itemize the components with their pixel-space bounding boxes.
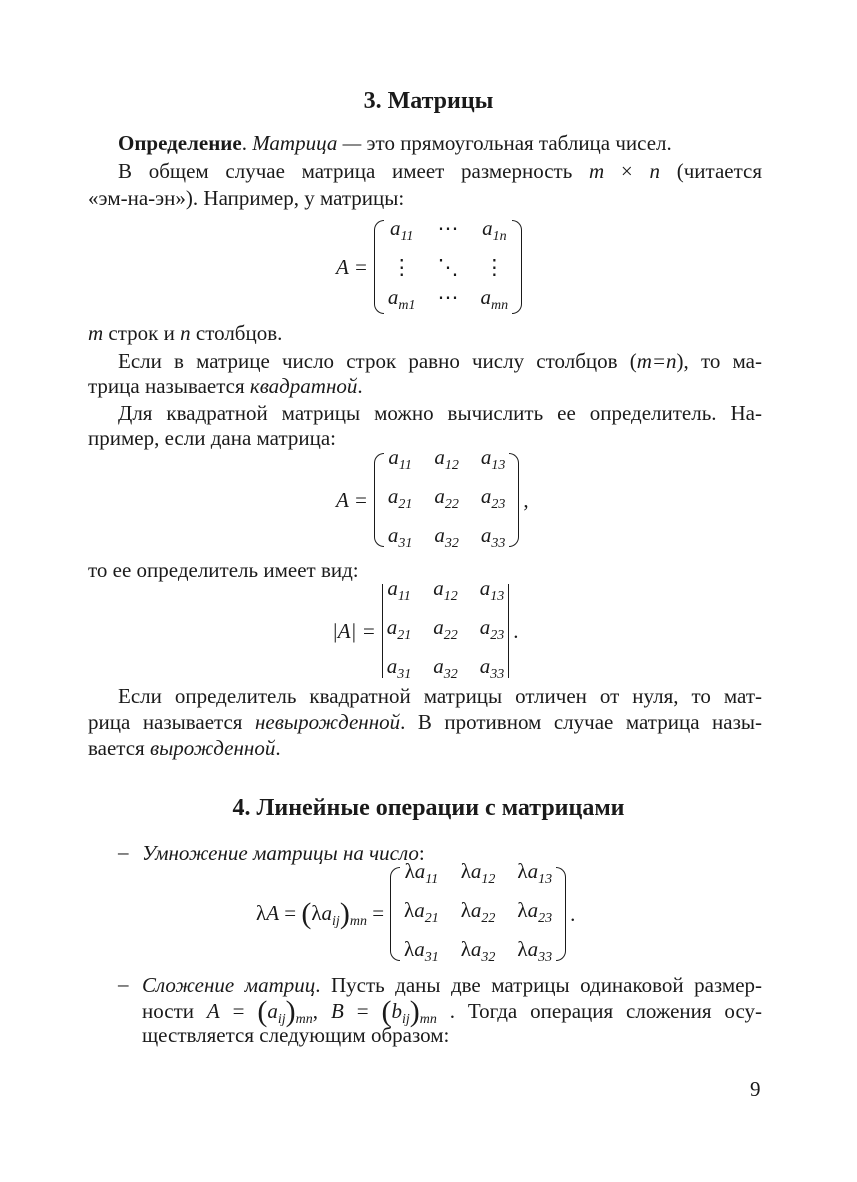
text-line	[118, 348, 762, 374]
text-run: λ	[311, 901, 322, 925]
text-run: a	[414, 858, 426, 883]
text-run: Если в матрице число строк равно числу столбцов (	[118, 349, 637, 373]
text-line	[142, 1022, 762, 1048]
scalar-multiplication-formula	[256, 858, 576, 965]
text-run: a	[387, 483, 399, 508]
text-run: λ	[404, 858, 415, 883]
subscript: 1n	[492, 229, 507, 244]
matrix-entry	[481, 214, 509, 251]
text-run: пример, если дана матрица:	[88, 426, 337, 450]
subscript: 31	[398, 535, 413, 551]
text-run: m=n	[636, 349, 677, 373]
text-run: a	[389, 216, 401, 240]
text-run: Для квадратной матрицы можно вычислить ее определитель. На-	[118, 401, 762, 425]
formula-lhs: |A| =	[332, 618, 376, 643]
formula-lhs: A =	[336, 254, 368, 279]
text-run: a	[480, 522, 492, 547]
subscript: 11	[398, 457, 412, 473]
matrix-entry	[433, 613, 458, 650]
matrix-entry	[517, 857, 552, 894]
matrix-entries	[384, 212, 512, 322]
text-run: λ	[256, 901, 267, 925]
text-run: a	[482, 216, 493, 240]
matrix-entries	[400, 855, 556, 974]
matrix-entry	[461, 935, 496, 972]
text-run: Определение	[118, 131, 242, 155]
matrix-bracket	[374, 453, 384, 547]
formula-lhs: A =	[336, 487, 368, 512]
text-line	[118, 683, 762, 709]
matrix-entry	[481, 521, 506, 558]
text-run: a	[388, 444, 399, 469]
subscript: 11	[400, 229, 414, 244]
subscript: 13	[491, 457, 506, 473]
parenthesis: )	[285, 995, 296, 1028]
text-run: «эм-на-эн»). Например, у матрицы:	[88, 186, 405, 210]
text-line	[88, 185, 762, 211]
subscript: 31	[397, 666, 412, 682]
text-run: a	[414, 936, 425, 961]
text-run: m	[88, 321, 104, 345]
text-line	[118, 400, 762, 426]
determinant-formula	[332, 575, 519, 682]
text-run: a	[479, 614, 491, 639]
section-4-title: 4. Линейные операции с матрицами	[232, 795, 625, 821]
subscript: 23	[538, 910, 553, 926]
bullet-dash: –	[118, 972, 129, 996]
text-line	[88, 735, 762, 761]
text-run: Матрица —	[252, 131, 362, 155]
definition-line	[118, 130, 762, 156]
text-run: ⋮	[483, 255, 505, 279]
matrix-entry	[434, 443, 459, 480]
subscript: ij	[332, 914, 340, 929]
text-run: =	[219, 999, 258, 1023]
text-run: a	[470, 897, 482, 922]
section-3-title: 3. Матрицы	[363, 88, 494, 114]
matrix-entry	[438, 283, 459, 320]
matrix-bracket	[556, 867, 566, 961]
matrix-entry	[388, 443, 413, 480]
formula-punctuation: .	[513, 618, 519, 643]
text-run: Если определитель квадратной матрицы отличен от нуля, то мат-	[118, 684, 762, 708]
text-run: λ	[460, 936, 471, 961]
text-run: :	[418, 841, 425, 865]
text-run: a	[321, 901, 333, 925]
matrix-entry	[404, 935, 439, 972]
text-run: ⋱	[437, 255, 459, 279]
subscript: 11	[397, 588, 411, 604]
matrix-entry	[480, 574, 505, 611]
text-run: .	[241, 131, 253, 155]
text-run: . Тогда операция сложения осу-	[436, 999, 762, 1023]
text-run: a	[479, 653, 491, 678]
text-line	[88, 320, 762, 346]
text-run: λ	[404, 936, 415, 961]
text-run: λ	[517, 858, 528, 883]
text-run: . В противном случае матрица назы-	[400, 710, 762, 734]
subscript: mn	[295, 1012, 313, 1027]
formula-punctuation: .	[570, 901, 576, 926]
text-line	[88, 373, 762, 399]
parenthesis: (	[257, 995, 268, 1028]
parenthesis: )	[339, 897, 350, 930]
parenthesis: (	[381, 995, 392, 1028]
bullet-dash: –	[118, 840, 129, 864]
text-run: B	[330, 999, 344, 1023]
text-run: a	[470, 936, 482, 961]
subscript: 22	[481, 910, 496, 926]
subscript: 21	[424, 910, 439, 926]
text-run: a	[386, 614, 398, 639]
matrix-entry	[461, 896, 496, 933]
subscript: 12	[481, 871, 496, 887]
matrix-formula-2	[336, 444, 529, 551]
text-run: столбцов.	[190, 321, 283, 345]
matrix-entry	[461, 857, 496, 894]
matrix-entries	[384, 441, 510, 560]
matrix-entry	[388, 253, 416, 281]
text-run: a	[433, 614, 444, 639]
text-run: a	[527, 936, 539, 961]
text-run: λ	[460, 897, 471, 922]
subscript: 32	[443, 666, 458, 682]
text-run: трица называется	[88, 374, 250, 398]
subscript: 23	[490, 627, 505, 643]
text-run: a	[414, 897, 425, 922]
text-run: a	[479, 575, 491, 600]
subscript: 12	[444, 457, 459, 473]
text-run: λ	[517, 936, 528, 961]
text-run: ности	[142, 999, 207, 1023]
subscript: mn	[349, 914, 367, 929]
text-run: ⋮	[391, 255, 413, 279]
subscript: 32	[444, 535, 459, 551]
text-run: В общем случае матрица имеет размерность	[118, 159, 590, 183]
matrix-entry	[387, 574, 412, 611]
text-run: a	[387, 575, 398, 600]
text-run: ⋯	[437, 285, 459, 309]
text-run: вается	[88, 736, 150, 760]
matrix-bracket	[512, 220, 522, 314]
text-run: a	[480, 285, 491, 309]
matrix-entry	[387, 613, 412, 650]
matrix-entry	[388, 521, 413, 558]
formula-lhs	[256, 897, 384, 931]
text-run: A	[266, 901, 280, 925]
text-run: λ	[517, 897, 528, 922]
text-run: a	[387, 522, 399, 547]
matrix-entry	[404, 896, 439, 933]
text-run: вырожденной	[149, 736, 276, 760]
matrix-entry	[481, 253, 509, 281]
subscript: 13	[538, 871, 553, 887]
matrix-entry	[481, 443, 506, 480]
text-run: λ	[460, 858, 471, 883]
text-run: a	[387, 285, 399, 309]
text-run: a	[433, 575, 444, 600]
subscript: mn	[419, 1012, 437, 1027]
bullet-item-addition	[142, 972, 762, 998]
text-run: =	[279, 901, 302, 925]
text-run: A	[206, 999, 220, 1023]
matrix-entry	[388, 283, 416, 320]
text-run: рица называется	[88, 710, 255, 734]
subscript: 33	[490, 666, 505, 682]
text-run: .	[275, 736, 281, 760]
text-run: a	[386, 653, 398, 678]
subscript: 22	[444, 496, 459, 512]
text-line	[118, 158, 762, 184]
matrix-entry	[433, 574, 458, 611]
page-number: 9	[750, 1077, 761, 1101]
matrix-entry	[517, 896, 552, 933]
matrix-bracket	[390, 867, 400, 961]
parenthesis: )	[409, 995, 420, 1028]
matrix-bracket	[374, 220, 384, 314]
text-run: (читается	[660, 159, 762, 183]
text-run: =	[343, 999, 382, 1023]
matrix-entry	[434, 482, 459, 519]
subscript: 21	[398, 496, 413, 512]
subscript: 23	[491, 496, 506, 512]
matrix-entry	[480, 613, 505, 650]
matrix-entry	[434, 521, 459, 558]
text-run: Умножение матрицы на число	[142, 841, 419, 865]
text-run: a	[434, 522, 445, 547]
matrix-bracket	[509, 453, 519, 547]
text-run: невырожденной	[255, 710, 401, 734]
text-run: a	[480, 444, 492, 469]
matrix-entry	[438, 214, 459, 251]
text-run: ,	[312, 999, 331, 1023]
text-line	[88, 709, 762, 735]
formula-punctuation: ,	[523, 487, 529, 512]
text-run: λ	[404, 897, 415, 922]
text-run: n	[649, 159, 660, 183]
subscript: ij	[277, 1012, 286, 1027]
matrix-entry	[388, 214, 416, 251]
subscript: 33	[538, 949, 553, 965]
text-run: . Пусть даны две матрицы одинаковой размер-	[315, 973, 763, 997]
determinant-bar	[508, 584, 509, 678]
text-run: a	[480, 483, 492, 508]
text-run: =	[366, 901, 385, 925]
matrix-entry	[404, 857, 439, 894]
text-run: b	[391, 999, 402, 1023]
text-run: a	[433, 653, 444, 678]
subscript: mn	[491, 298, 509, 313]
matrix-entry	[517, 935, 552, 972]
text-run: это прямоугольная таблица чисел.	[361, 131, 672, 155]
subscript: 22	[443, 627, 458, 643]
matrix-entry	[388, 482, 413, 519]
parenthesis: (	[301, 897, 312, 930]
subscript: 33	[491, 535, 506, 551]
text-run: m	[589, 159, 605, 183]
text-run: строк и	[103, 321, 181, 345]
text-run: a	[527, 858, 539, 883]
text-run: a	[470, 858, 482, 883]
matrix-entry	[481, 482, 506, 519]
text-run: ществляется следующим образом:	[142, 1023, 450, 1047]
text-run: ×	[604, 159, 650, 183]
text-run: квадратной	[249, 374, 358, 398]
subscript: 32	[481, 949, 496, 965]
subscript: ij	[401, 1012, 410, 1027]
text-run: a	[434, 483, 445, 508]
text-run: то ее определитель имеет вид:	[88, 558, 359, 582]
text-run: n	[180, 321, 191, 345]
matrix-entries	[383, 572, 509, 691]
matrix-entry	[438, 253, 459, 281]
text-run: ), то ма-	[676, 349, 762, 373]
matrix-entry	[481, 283, 509, 320]
subscript: 11	[425, 871, 439, 887]
subscript: m1	[398, 298, 416, 313]
text-run: .	[357, 374, 363, 398]
matrix-formula-1	[336, 216, 526, 314]
text-run: a	[527, 897, 539, 922]
subscript: 21	[397, 627, 412, 643]
text-run: a	[267, 999, 278, 1023]
subscript: 12	[443, 588, 458, 604]
text-run: Сложение матриц	[142, 973, 316, 997]
subscript: 13	[490, 588, 505, 604]
text-run: ⋯	[437, 216, 459, 240]
text-run: a	[434, 444, 445, 469]
subscript: 31	[424, 949, 439, 965]
